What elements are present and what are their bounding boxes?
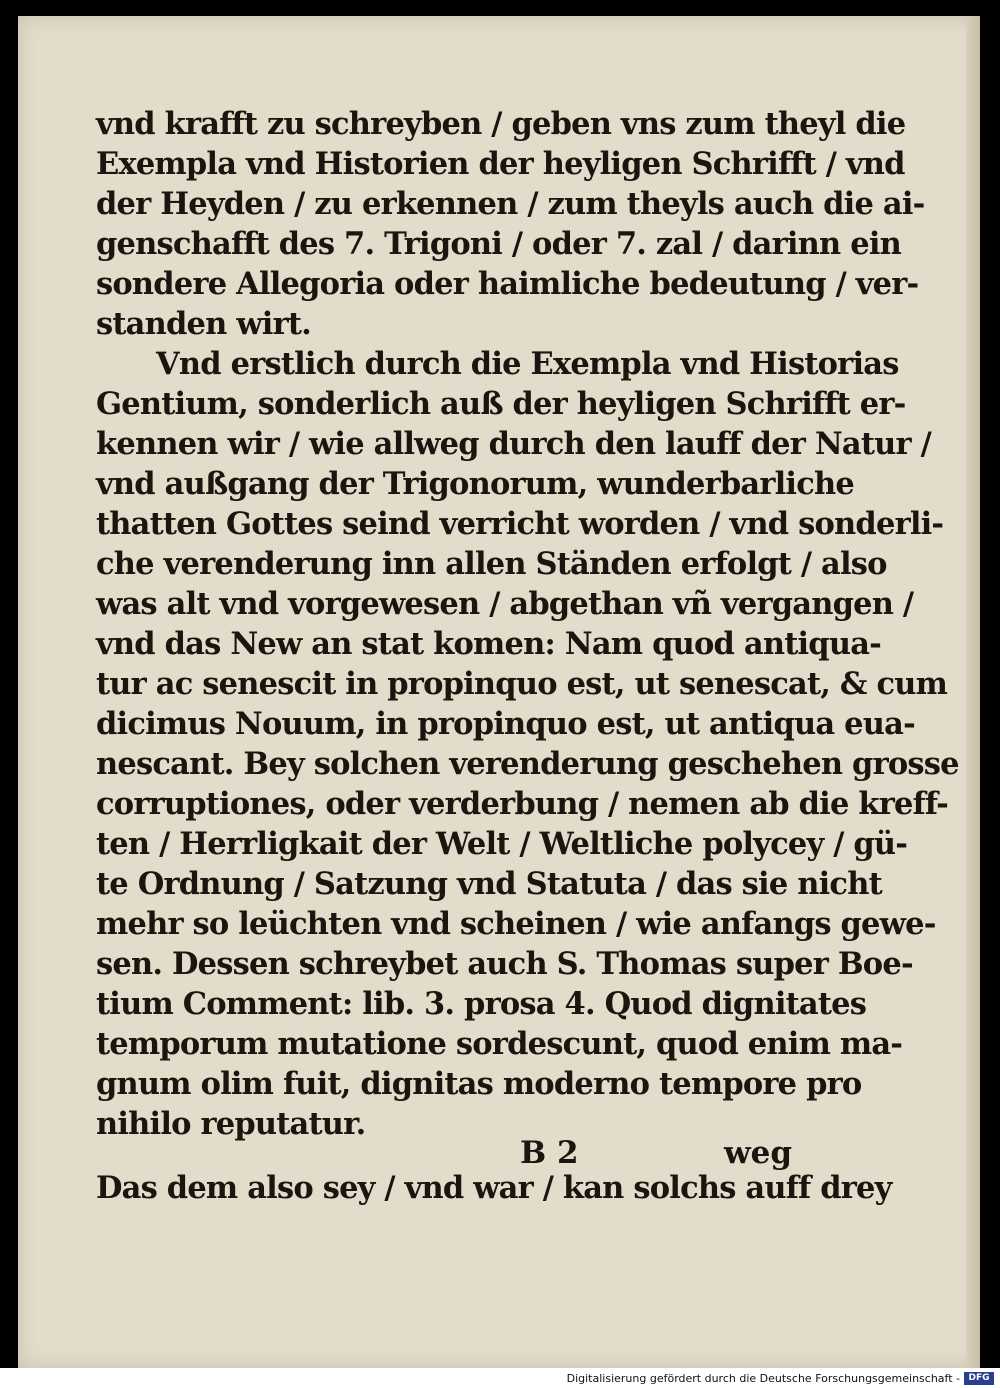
text-line: che verenderung inn allen Ständen erfolgt / also: [96, 546, 887, 582]
text-line: vnd das New an stat komen: Nam quod antiqua-: [96, 626, 882, 662]
signature-mark: B 2: [520, 1135, 579, 1171]
text-line: Exempla vnd Historien der heyligen Schrifft / vnd: [96, 146, 905, 182]
text-line: tur ac senescit in propinquo est, ut senescat, & cum: [96, 666, 948, 702]
text-line: was alt vnd vorgewesen / abgethan vñ vergangen /: [96, 586, 914, 622]
text-line: nihilo reputatur.: [96, 1106, 366, 1142]
text-line: ten / Herrligkait der Welt / Weltliche polycey / gü-: [96, 826, 908, 862]
page-edge: [966, 16, 980, 1368]
text-line: sondere Allegoria oder haimliche bedeutung / ver-: [96, 266, 919, 302]
text-line: dicimus Nouum, in propinquo est, ut antiqua eua-: [96, 706, 915, 742]
text-line: vnd krafft zu schreyben / geben vns zum theyl die: [96, 106, 906, 142]
text-line: standen wirt.: [96, 306, 311, 342]
text-line: Gentium, sonderlich auß der heyligen Schrifft er-: [96, 386, 906, 422]
text-line: sen. Dessen schreybet auch S. Thomas super Boe-: [96, 946, 913, 982]
digitization-credit: Digitalisierung gefördert durch die Deutsche Forschungsgemeinschaft -: [566, 1372, 960, 1385]
text-line: Vnd erstlich durch die Exempla vnd Historias: [156, 346, 899, 382]
text-line: temporum mutatione sordescunt, quod enim ma-: [96, 1026, 903, 1062]
text-line: corruptiones, oder verderbung / nemen ab die kreff-: [96, 786, 949, 822]
text-block: [96, 104, 959, 1208]
footer-bar: [0, 1368, 1000, 1388]
text-line: vnd außgang der Trigonorum, wunderbarliche: [96, 466, 854, 502]
book-page: [18, 16, 980, 1368]
text-line: tium Comment: lib. 3. prosa 4. Quod dignitates: [96, 986, 867, 1022]
catchword: weg: [724, 1135, 793, 1171]
text-line: genschafft des 7. Trigoni / oder 7. zal / darinn ein: [96, 226, 901, 262]
text-line: thatten Gottes seind verricht worden / vnd sonderli-: [96, 506, 944, 542]
text-line: mehr so leüchten vnd scheinen / wie anfangs gewe-: [96, 906, 936, 942]
text-line: kennen wir / wie allweg durch den lauff der Natur /: [96, 426, 931, 462]
text-line: nescant. Bey solchen verenderung geschehen grosse: [96, 746, 959, 782]
dfg-logo-icon: DFG: [964, 1372, 994, 1385]
text-line: der Heyden / zu erkennen / zum theyls auch die ai-: [96, 186, 925, 222]
text-line: Das dem also sey / vnd war / kan solchs auff drey: [96, 1170, 892, 1206]
text-line: te Ordnung / Satzung vnd Statuta / das sie nicht: [96, 866, 882, 902]
text-line: gnum olim fuit, dignitas moderno tempore pro: [96, 1066, 862, 1102]
